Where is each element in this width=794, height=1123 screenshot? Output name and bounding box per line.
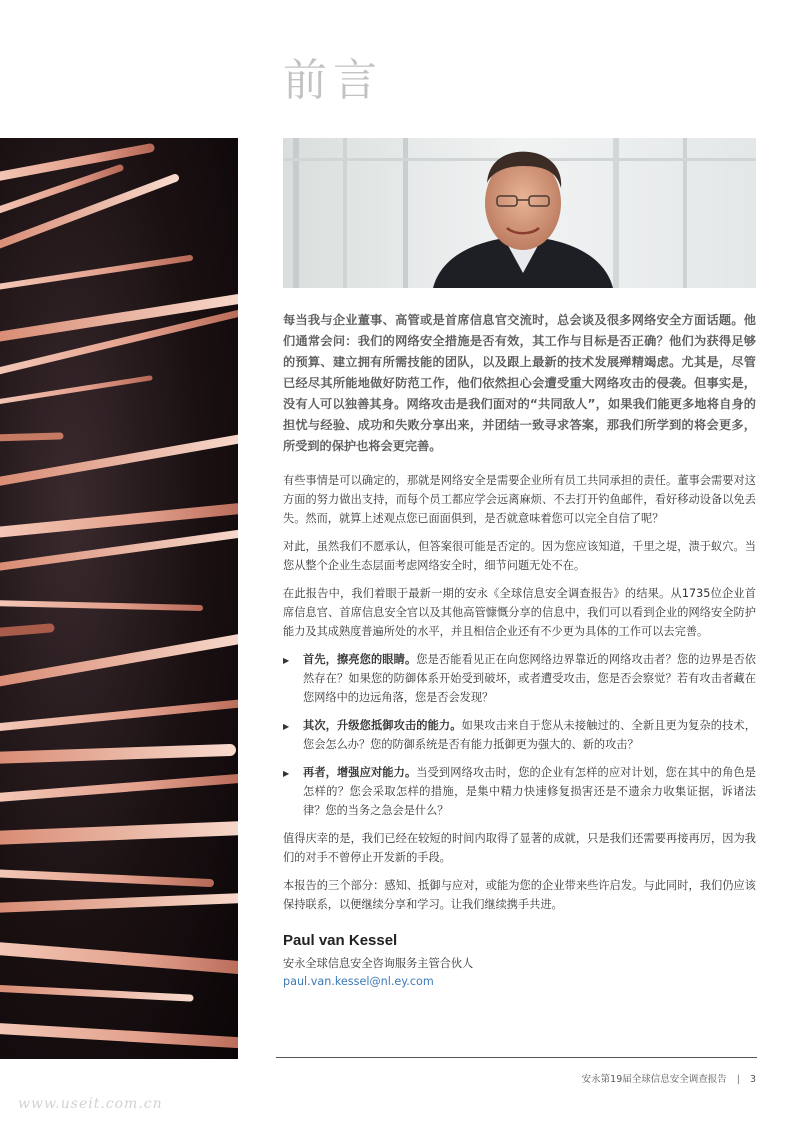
body-paragraph: 有些事情是可以确定的，那就是网络安全是需要企业所有员工共同承担的责任。董事会需要对这方面的努力做出支持，而每个员工都应学会远离麻烦、不去打开钓鱼邮件，看好移动设备以免丢失。然而，就算上述观点您已面面俱到，是否就意味着您可以完全自信了呢？ (283, 474, 756, 525)
bullet-item (283, 716, 756, 754)
triangle-bullet-icon: ▶ (283, 769, 290, 778)
bullet-text: 如果攻击来自于您从未接触过的、全新且更为复杂的技术，您会怎么办？您的防御系统是否有能力抵御更为强大的、新的攻击？ (303, 719, 756, 751)
bullet-text: 当受到网络攻击时，您的企业有怎样的应对计划，您在其中的角色是怎样的？您会采取怎样的措施，是集中精力快速修复损害还是不遗余力收集证据，诉诸法律？您的当务之急会是什么？ (303, 766, 756, 817)
intro-paragraph: 每当我与企业董事、高管或是首席信息官交流时，总会谈及很多网络安全方面话题。他们通常会问：我们的网络安全措施是否有效，其工作与目标是否正确？他们为获得足够的预算、建立拥有所需技能的团队，以及跟上最新的技术发展殚精竭虑。尤其是，尽管已经尽其所能地做好防范工作，他们依然担心会遭受重大网络攻击的侵袭。但事实是，没有人可以独善其身。网络攻击是我们面对的“共同敌人”，如果我们能更多地将自身的担忧与经验、成功和失败分享出来，并团结一致寻求答案，那我们所学到的将会更多，所受到的保护也将会更完善。 (283, 313, 756, 453)
bullet-lead: 再者，增强应对能力。 (303, 766, 417, 779)
footer-report-title: 安永第19届全球信息安全调查报告 (581, 1074, 727, 1085)
foreword-content (283, 310, 756, 991)
signature-name: Paul van Kessel (283, 932, 398, 949)
page-footer (582, 1071, 756, 1085)
closing-paragraph: 值得庆幸的是，我们已经在较短的时间内取得了显著的成就，只是我们还需要再接再厉，因为我们的对手不曾停止开发新的手段。 (283, 832, 756, 864)
triangle-bullet-icon: ▶ (283, 722, 290, 731)
closing-paragraph: 本报告的三个部分：感知、抵御与应对，或能为您的企业带来些许启发。与此同时，我们仍应该保持联系，以便继续分享和学习。让我们继续携手共进。 (283, 879, 756, 911)
footer-divider (276, 1057, 757, 1058)
decorative-fiber-image (0, 138, 238, 1059)
signature-role: 安永全球信息安全咨询服务主管合伙人 (283, 957, 474, 970)
author-portrait (283, 138, 756, 288)
bullet-text: 您是否能看见正在向您网络边界靠近的网络攻击者？您的边界是否依然存在？如果您的防御体系开始受到破坏，或者遭受攻击，您是否会察觉？若有攻击者藏在您网络中的边远角落，您是否会发现？ (303, 653, 756, 704)
bullet-list (283, 650, 756, 820)
footer-separator: | (736, 1074, 740, 1085)
triangle-bullet-icon: ▶ (283, 656, 290, 665)
page-title: 前言 (283, 55, 383, 106)
bullet-item (283, 650, 756, 707)
signature-email-link[interactable]: paul.van.kessel@nl.ey.com (283, 975, 434, 988)
bullet-lead: 首先，擦亮您的眼睛。 (303, 653, 417, 666)
bullet-lead: 其次，升级您抵御攻击的能力。 (303, 719, 462, 732)
watermark: www.useit.com.cn (18, 1096, 163, 1112)
page-number: 3 (749, 1074, 756, 1085)
body-paragraph: 在此报告中，我们着眼于最新一期的安永《全球信息安全调查报告》的结果。从1735位企业首席信息官、首席信息安全官以及其他高管慷慨分享的信息中，我们可以看到企业的网络安全防护能力及其成熟度普遍所处的水平，并且相信企业还有不少更为具体的工作可以去完善。 (283, 587, 756, 638)
body-paragraph: 对此，虽然我们不愿承认，但答案很可能是否定的。因为您应该知道，千里之堤，溃于蚁穴。当您从整个企业生态层面考虑网络安全时，细节问题无处不在。 (283, 540, 756, 572)
bullet-item (283, 763, 756, 820)
